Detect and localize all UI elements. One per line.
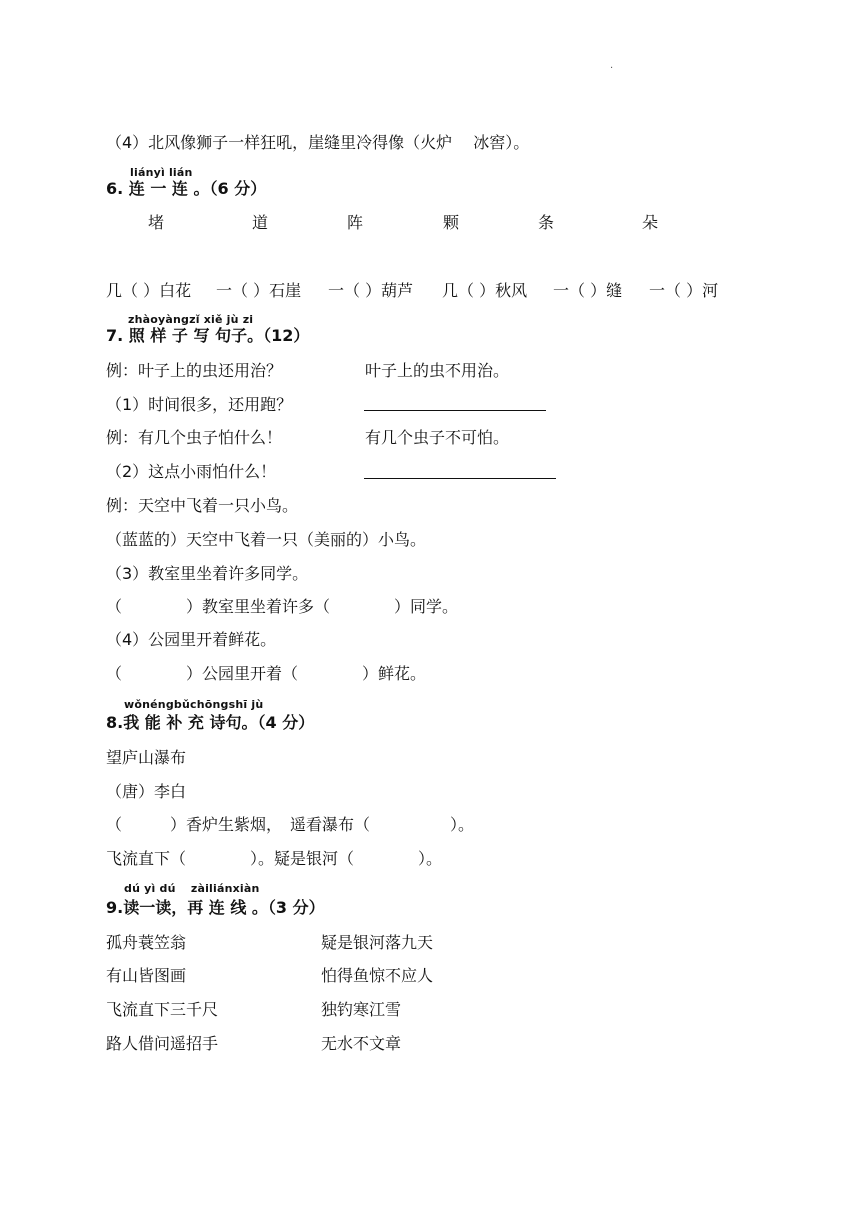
q9-right-line[interactable]: 疑是银河落九天 [321,933,434,952]
q6-char[interactable]: 颗 [443,213,460,232]
q8-pinyin: wǒnéngbǔchōngshī jù [124,698,264,711]
q6-phrase[interactable]: 几（ ）秋风 [442,281,528,300]
q6-phrase[interactable]: 一（ ）葫芦 [328,281,414,300]
q8-poem-author: （唐）李白 [106,782,187,801]
q6-char[interactable]: 条 [538,213,555,232]
q7-example1-answer: 叶子上的虫不用治。 [365,361,510,380]
q7-item4: （4）公园里开着鲜花。 [106,630,277,649]
q9-pinyin: dú yì dú zàiliánxiàn [124,882,260,895]
q6-phrase[interactable]: 几（ ）白花 [106,281,192,300]
q9-left-line[interactable]: 有山皆图画 [106,966,187,985]
q9-title: 9.读一读，再 连 线 。（3 分） [106,898,325,917]
q7-example2-question: 例：有几个虫子怕什么！ [106,428,283,447]
q9-right-line[interactable]: 独钓寒江雪 [321,1000,402,1019]
q6-char[interactable]: 道 [252,213,269,232]
q7-item2: （2）这点小雨怕什么！ [106,462,277,481]
q8-poem-title: 望庐山瀑布 [106,748,187,767]
q6-phrase[interactable]: 一（ ）缝 [553,281,623,300]
q6-char[interactable]: 朵 [642,213,659,232]
q7-title: 7. 照 样 子 写 句子。（12） [106,326,310,345]
q9-left-line[interactable]: 飞流直下三千尺 [106,1000,219,1019]
q7-example3: 例：天空中飞着一只小鸟。 [106,496,299,515]
q7-example3-answer: （蓝蓝的）天空中飞着一只（美丽的）小鸟。 [106,530,427,549]
q8-poem-line2[interactable]: 飞流直下（ ）。疑是银河（ ）。 [106,849,443,868]
q5-item4-text: （4）北风像狮子一样狂吼，崖缝里冷得像（火炉 冰窖）。 [106,133,530,152]
q9-left-line[interactable]: 路人借问遥招手 [106,1034,219,1053]
q7-item3: （3）教室里坐着许多同学。 [106,564,309,583]
q6-phrase[interactable]: 一（ ）河 [649,281,719,300]
q7-pinyin: zhàoyàngzǐ xiě jù zi [128,313,254,326]
q9-right-line[interactable]: 无水不文章 [321,1034,402,1053]
q9-right-line[interactable]: 怕得鱼惊不应人 [321,966,434,985]
q8-title: 8.我 能 补 充 诗句。（4 分） [106,713,315,732]
q6-char[interactable]: 堵 [148,213,165,232]
q7-item4-fill[interactable]: （ ）公园里开着（ ）鲜花。 [106,664,427,683]
q7-example2-answer: 有几个虫子不可怕。 [365,428,510,447]
q7-item3-fill[interactable]: （ ）教室里坐着许多（ ）同学。 [106,597,459,616]
q7-example1-question: 例：叶子上的虫还用治？ [106,361,283,380]
q9-left-line[interactable]: 孤舟蓑笠翁 [106,933,187,952]
page-mark: . [610,60,614,71]
q7-item1-answer-blank[interactable] [364,410,546,411]
q7-item2-answer-blank[interactable] [364,478,556,479]
q6-phrase[interactable]: 一（ ）石崖 [216,281,302,300]
q7-item1: （1）时间很多，还用跑？ [106,395,293,414]
q6-char[interactable]: 阵 [347,213,364,232]
q6-pinyin: liányì lián [130,166,193,179]
q6-title: 6. 连 一 连 。（6 分） [106,179,267,198]
q8-poem-line1[interactable]: （ ）香炉生紫烟， 遥看瀑布（ ）。 [106,815,475,834]
